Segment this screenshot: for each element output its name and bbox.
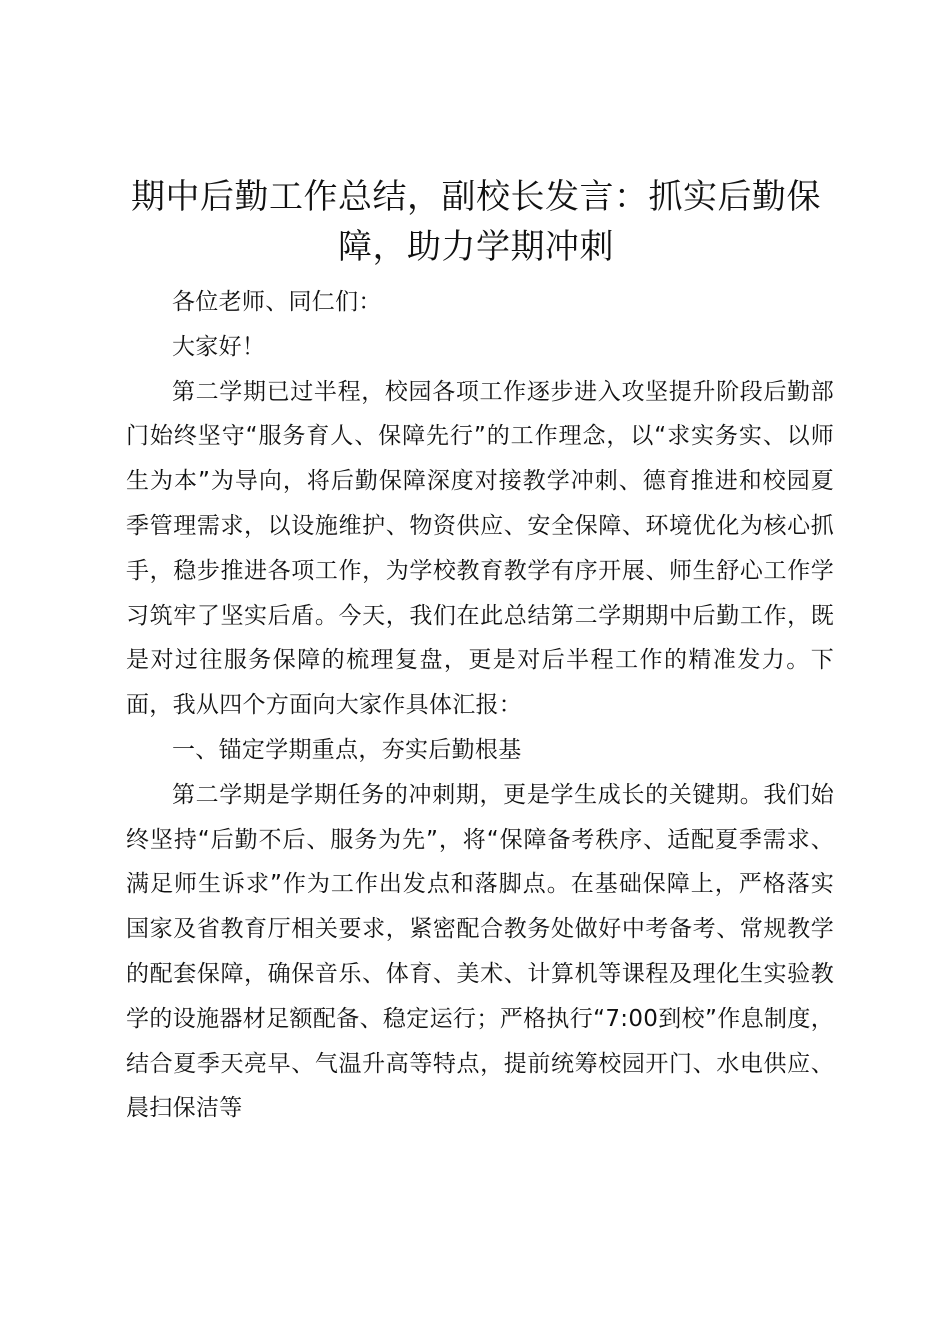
section-1-paragraph: 第二学期是学期任务的冲刺期，更是学生成长的关键期。我们始终坚持“后勤不后、服务为先”，将“保障备考秩序、适配夏季需求、满足师生诉求”作为工作出发点和落脚点。在基础保障上，严格落实国家及省教育厅相关要求，紧密配合教务处做好中考备考、常规教学的配套保障，确保音乐、体育、美术、计算机等课程及理化生实验教学的设施器材足额配备、稳定运行；严格执行“7:00到校”作息制度，结合夏季天亮早、气温升高等特点，提前统筹校园开门、水电供应、晨扫保洁等 (126, 781, 834, 1122)
salutation: 各位老师、同仁们： (172, 289, 382, 315)
section-heading-1: 一、锚定学期重点，夯实后勤根基 (172, 736, 522, 763)
document-body (126, 280, 834, 1131)
document-title: 期中后勤工作总结，副校长发言：抓实后勤保障，助力学期冲刺 (131, 177, 821, 267)
intro-paragraph: 第二学期已过半程，校园各项工作逐步进入攻坚提升阶段后勤部门始终坚守“服务育人、保障先行”的工作理念，以“求实务实、以师生为本”为导向，将后勤保障深度对接教学冲刺、德育推进和校园夏季管理需求，以设施维护、物资供应、安全保障、环境优化为核心抓手，稳步推进各项工作，为学校教育教学有序开展、师生舒心工作学习筑牢了坚实后盾。今天，我们在此总结第二学期期中后勤工作，既是对过往服务保障的梳理复盘，更是对后半程工作的精准发力。下面，我从四个方面向大家作具体汇报： (126, 378, 834, 719)
greeting: 大家好！ (172, 333, 266, 360)
